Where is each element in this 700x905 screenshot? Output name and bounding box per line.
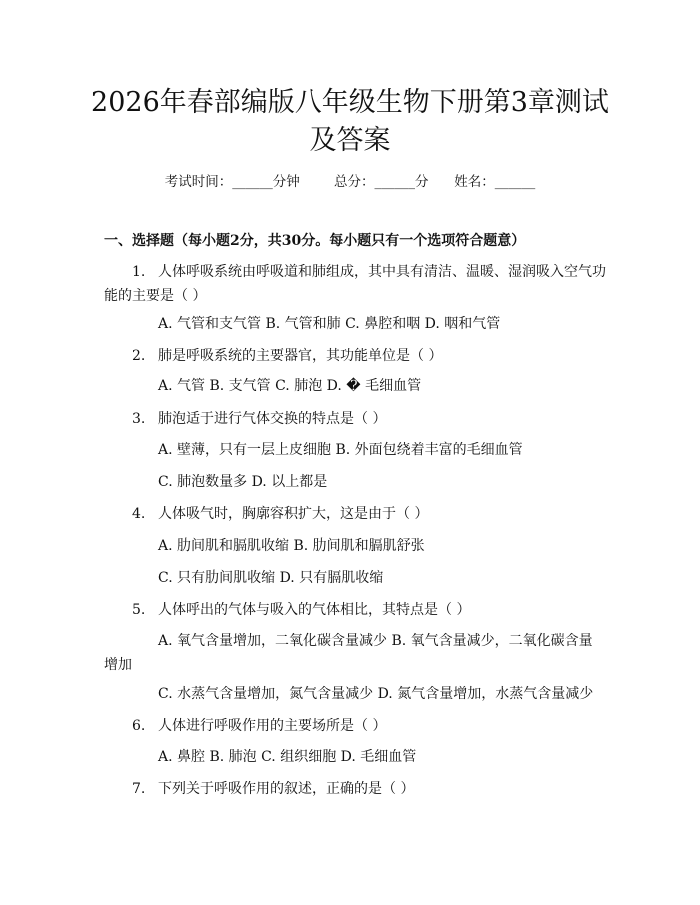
time-blank: ______ xyxy=(232,174,273,190)
name-label: 姓名： xyxy=(454,174,495,190)
question-number: 4. xyxy=(132,506,146,522)
question-text: 人体呼吸系统由呼吸道和肺组成，其中具有清洁、温暖、湿润吸入空气功 xyxy=(158,264,606,280)
question-number: 1. xyxy=(132,264,146,280)
question-4-options-row1: A. 肋间肌和膈肌收缩 B. 肋间肌和膈肌舒张 xyxy=(158,538,425,554)
question-text: 肺泡适于进行气体交换的特点是（ ） xyxy=(158,411,387,427)
question-6-options: A. 鼻腔 B. 肺泡 C. 组织细胞 D. 毛细血管 xyxy=(158,749,417,765)
question-text: 人体进行呼吸作用的主要场所是（ ） xyxy=(158,718,387,734)
question-4 xyxy=(132,504,428,524)
exam-title-line1: 2026年春部编版八年级生物下册第3章测试 xyxy=(91,87,609,118)
question-number: 6. xyxy=(132,718,146,734)
question-3-options-row1: A. 壁薄，只有一层上皮细胞 B. 外面包绕着丰富的毛细血管 xyxy=(158,442,523,458)
question-number: 2. xyxy=(132,348,146,364)
question-2 xyxy=(132,346,442,366)
question-5 xyxy=(132,600,470,620)
question-text: 人体呼出的气体与吸入的气体相比，其特点是（ ） xyxy=(158,602,471,618)
exam-title xyxy=(60,84,640,160)
exam-meta xyxy=(0,170,700,190)
question-1-continued: 能的主要是（ ） xyxy=(104,288,207,304)
question-2-options: A. 气管 B. 支气管 C. 肺泡 D. � 毛细血管 xyxy=(158,378,422,394)
question-number: 3. xyxy=(132,411,146,427)
question-number: 5. xyxy=(132,602,146,618)
question-3 xyxy=(132,409,386,429)
question-4-options-row2: C. 只有肋间肌收缩 D. 只有膈肌收缩 xyxy=(158,570,384,586)
exam-title-line2: 及答案 xyxy=(309,125,391,156)
question-5-options-row1-continued: 增加 xyxy=(104,657,132,673)
question-3-options-row2: C. 肺泡数量多 D. 以上都是 xyxy=(158,474,328,490)
score-unit: 分 xyxy=(415,174,429,190)
section-heading: 一、选择题（每小题2分，共30分。每小题只有一个选项符合题意） xyxy=(104,233,526,249)
time-label: 考试时间： xyxy=(164,174,233,190)
time-unit: 分钟 xyxy=(272,174,300,190)
question-text: 下列关于呼吸作用的叙述，正确的是（ ） xyxy=(158,781,415,797)
name-blank: ______ xyxy=(494,174,536,190)
score-label: 总分： xyxy=(334,174,375,190)
question-text: 肺是呼吸系统的主要器官，其功能单位是（ ） xyxy=(158,348,443,364)
score-blank: ______ xyxy=(374,174,416,190)
question-7 xyxy=(132,779,414,799)
question-1-options: A. 气管和支气管 B. 气管和肺 C. 鼻腔和咽 D. 咽和气管 xyxy=(158,316,501,332)
question-1 xyxy=(132,262,606,282)
question-6 xyxy=(132,716,386,736)
question-5-options-row2: C. 水蒸气含量增加，氮气含量减少 D. 氮气含量增加，水蒸气含量减少 xyxy=(158,686,594,702)
question-text: 人体吸气时，胸廓容积扩大，这是由于（ ） xyxy=(158,506,429,522)
question-number: 7. xyxy=(132,781,146,797)
question-5-options-row1: A. 氧气含量增加，二氧化碳含量减少 B. 氧气含量减少，二氧化碳含量 xyxy=(158,633,593,649)
